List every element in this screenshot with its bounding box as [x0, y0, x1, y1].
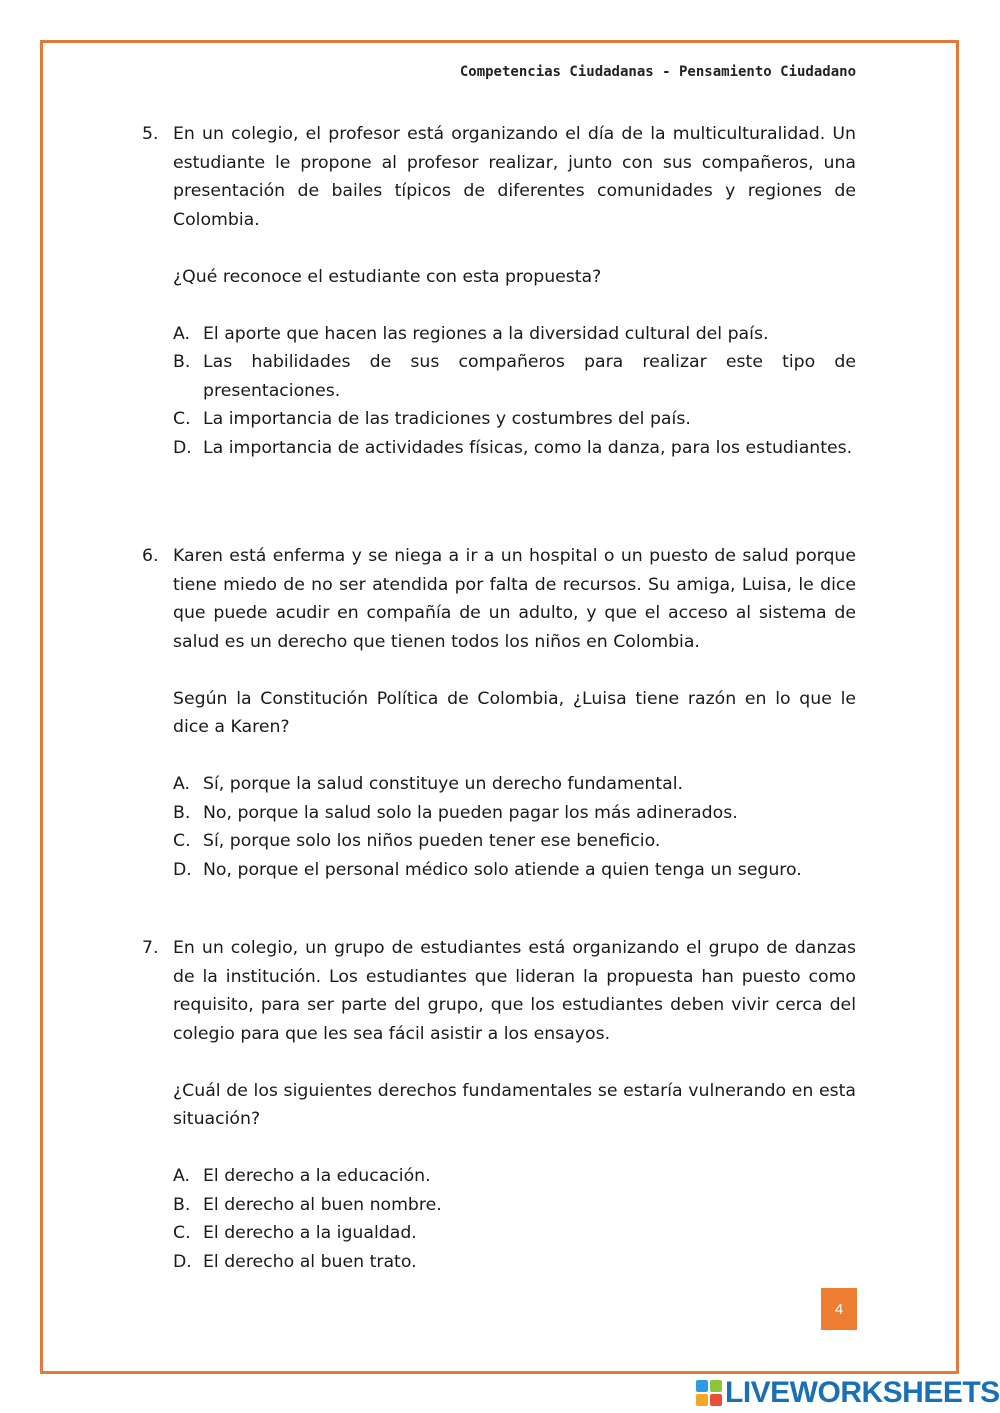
answer-options	[173, 770, 856, 884]
liveworksheets-watermark	[696, 1378, 1000, 1408]
option-d[interactable]	[173, 856, 856, 885]
question-prompt: ¿Cuál de los siguientes derechos fundamentales se estaría vulnerando en esta situación?	[173, 1080, 856, 1129]
page-header-title: Competencias Ciudadanas - Pensamiento Ciudadano	[459, 64, 856, 80]
option-d[interactable]	[173, 1248, 856, 1277]
option-letter: C.	[173, 1223, 191, 1243]
option-b[interactable]	[173, 799, 856, 828]
liveworksheets-logo-icon	[696, 1380, 722, 1406]
option-text: La importancia de las tradiciones y costumbres del país.	[203, 409, 691, 429]
option-c[interactable]	[173, 1219, 856, 1248]
question-text: En un colegio, el profesor está organizando el día de la multiculturalidad. Un estudiante le propone al profesor realizar, junto con sus compañeros, una presentación de bailes típicos de diferentes comunidades y regiones de Colombia.	[173, 124, 856, 230]
option-letter: D.	[173, 437, 192, 458]
option-letter: B.	[173, 802, 191, 823]
question-prompt: ¿Qué reconoce el estudiante con esta propuesta?	[173, 266, 602, 287]
option-b[interactable]	[173, 348, 856, 405]
question-number: 7.	[142, 938, 159, 958]
option-letter: D.	[173, 859, 192, 880]
option-text: No, porque el personal médico solo atiende a quien tenga un seguro.	[203, 859, 802, 880]
question-6	[142, 542, 856, 884]
option-text: Las habilidades de sus compañeros para realizar este tipo de presentaciones.	[203, 352, 856, 401]
question-text: Karen está enferma y se niega a ir a un hospital o un puesto de salud porque tiene miedo de no ser atendida por falta de recursos. Su amiga, Luisa, le dice que puede acudir en compañía de un adulto, y que el acceso al sistema de salud es un derecho que tienen todos los niños en Colombia.	[173, 546, 856, 652]
option-a[interactable]	[173, 770, 856, 799]
option-text: Sí, porque la salud constituye un derecho fundamental.	[203, 774, 684, 794]
option-letter: D.	[173, 1251, 192, 1272]
watermark-text: LIVEWORKSHEETS	[725, 1376, 1000, 1409]
option-text: No, porque la salud solo la pueden pagar los más adinerados.	[203, 802, 738, 823]
page-number-badge: 4	[821, 1288, 857, 1330]
question-number: 5.	[142, 124, 159, 144]
option-b[interactable]	[173, 1191, 856, 1220]
option-a[interactable]	[173, 320, 856, 349]
question-5	[142, 120, 856, 462]
option-letter: C.	[173, 831, 191, 851]
option-a[interactable]	[173, 1162, 856, 1191]
option-text: Sí, porque solo los niños pueden tener ese beneficio.	[203, 831, 661, 851]
answer-options	[173, 1162, 856, 1276]
option-text: El derecho a la igualdad.	[203, 1223, 417, 1243]
option-letter: B.	[173, 352, 191, 372]
question-number: 6.	[142, 546, 159, 566]
option-letter: B.	[173, 1194, 191, 1215]
option-c[interactable]	[173, 405, 856, 434]
answer-options	[173, 320, 856, 463]
question-text: En un colegio, un grupo de estudiantes está organizando el grupo de danzas de la institución. Los estudiantes que lideran la propuesta han puesto como requisito, para ser parte del grupo, que los estudiantes deben vivir cerca del colegio para que les sea fácil asistir a los ensayos.	[173, 938, 856, 1044]
option-d[interactable]	[173, 434, 856, 463]
option-letter: A.	[173, 323, 191, 344]
question-prompt: Según la Constitución Política de Colombia, ¿Luisa tiene razón en lo que le dice a Karen?	[173, 688, 856, 737]
option-text: El derecho al buen trato.	[203, 1251, 417, 1272]
option-c[interactable]	[173, 827, 856, 856]
option-text: La importancia de actividades físicas, como la danza, para los estudiantes.	[203, 437, 853, 458]
option-letter: A.	[173, 774, 191, 794]
option-text: El derecho al buen nombre.	[203, 1194, 442, 1215]
option-letter: A.	[173, 1166, 191, 1186]
option-text: El derecho a la educación.	[203, 1166, 431, 1186]
option-letter: C.	[173, 409, 191, 429]
option-text: El aporte que hacen las regiones a la diversidad cultural del país.	[203, 323, 769, 344]
question-7	[142, 934, 856, 1276]
